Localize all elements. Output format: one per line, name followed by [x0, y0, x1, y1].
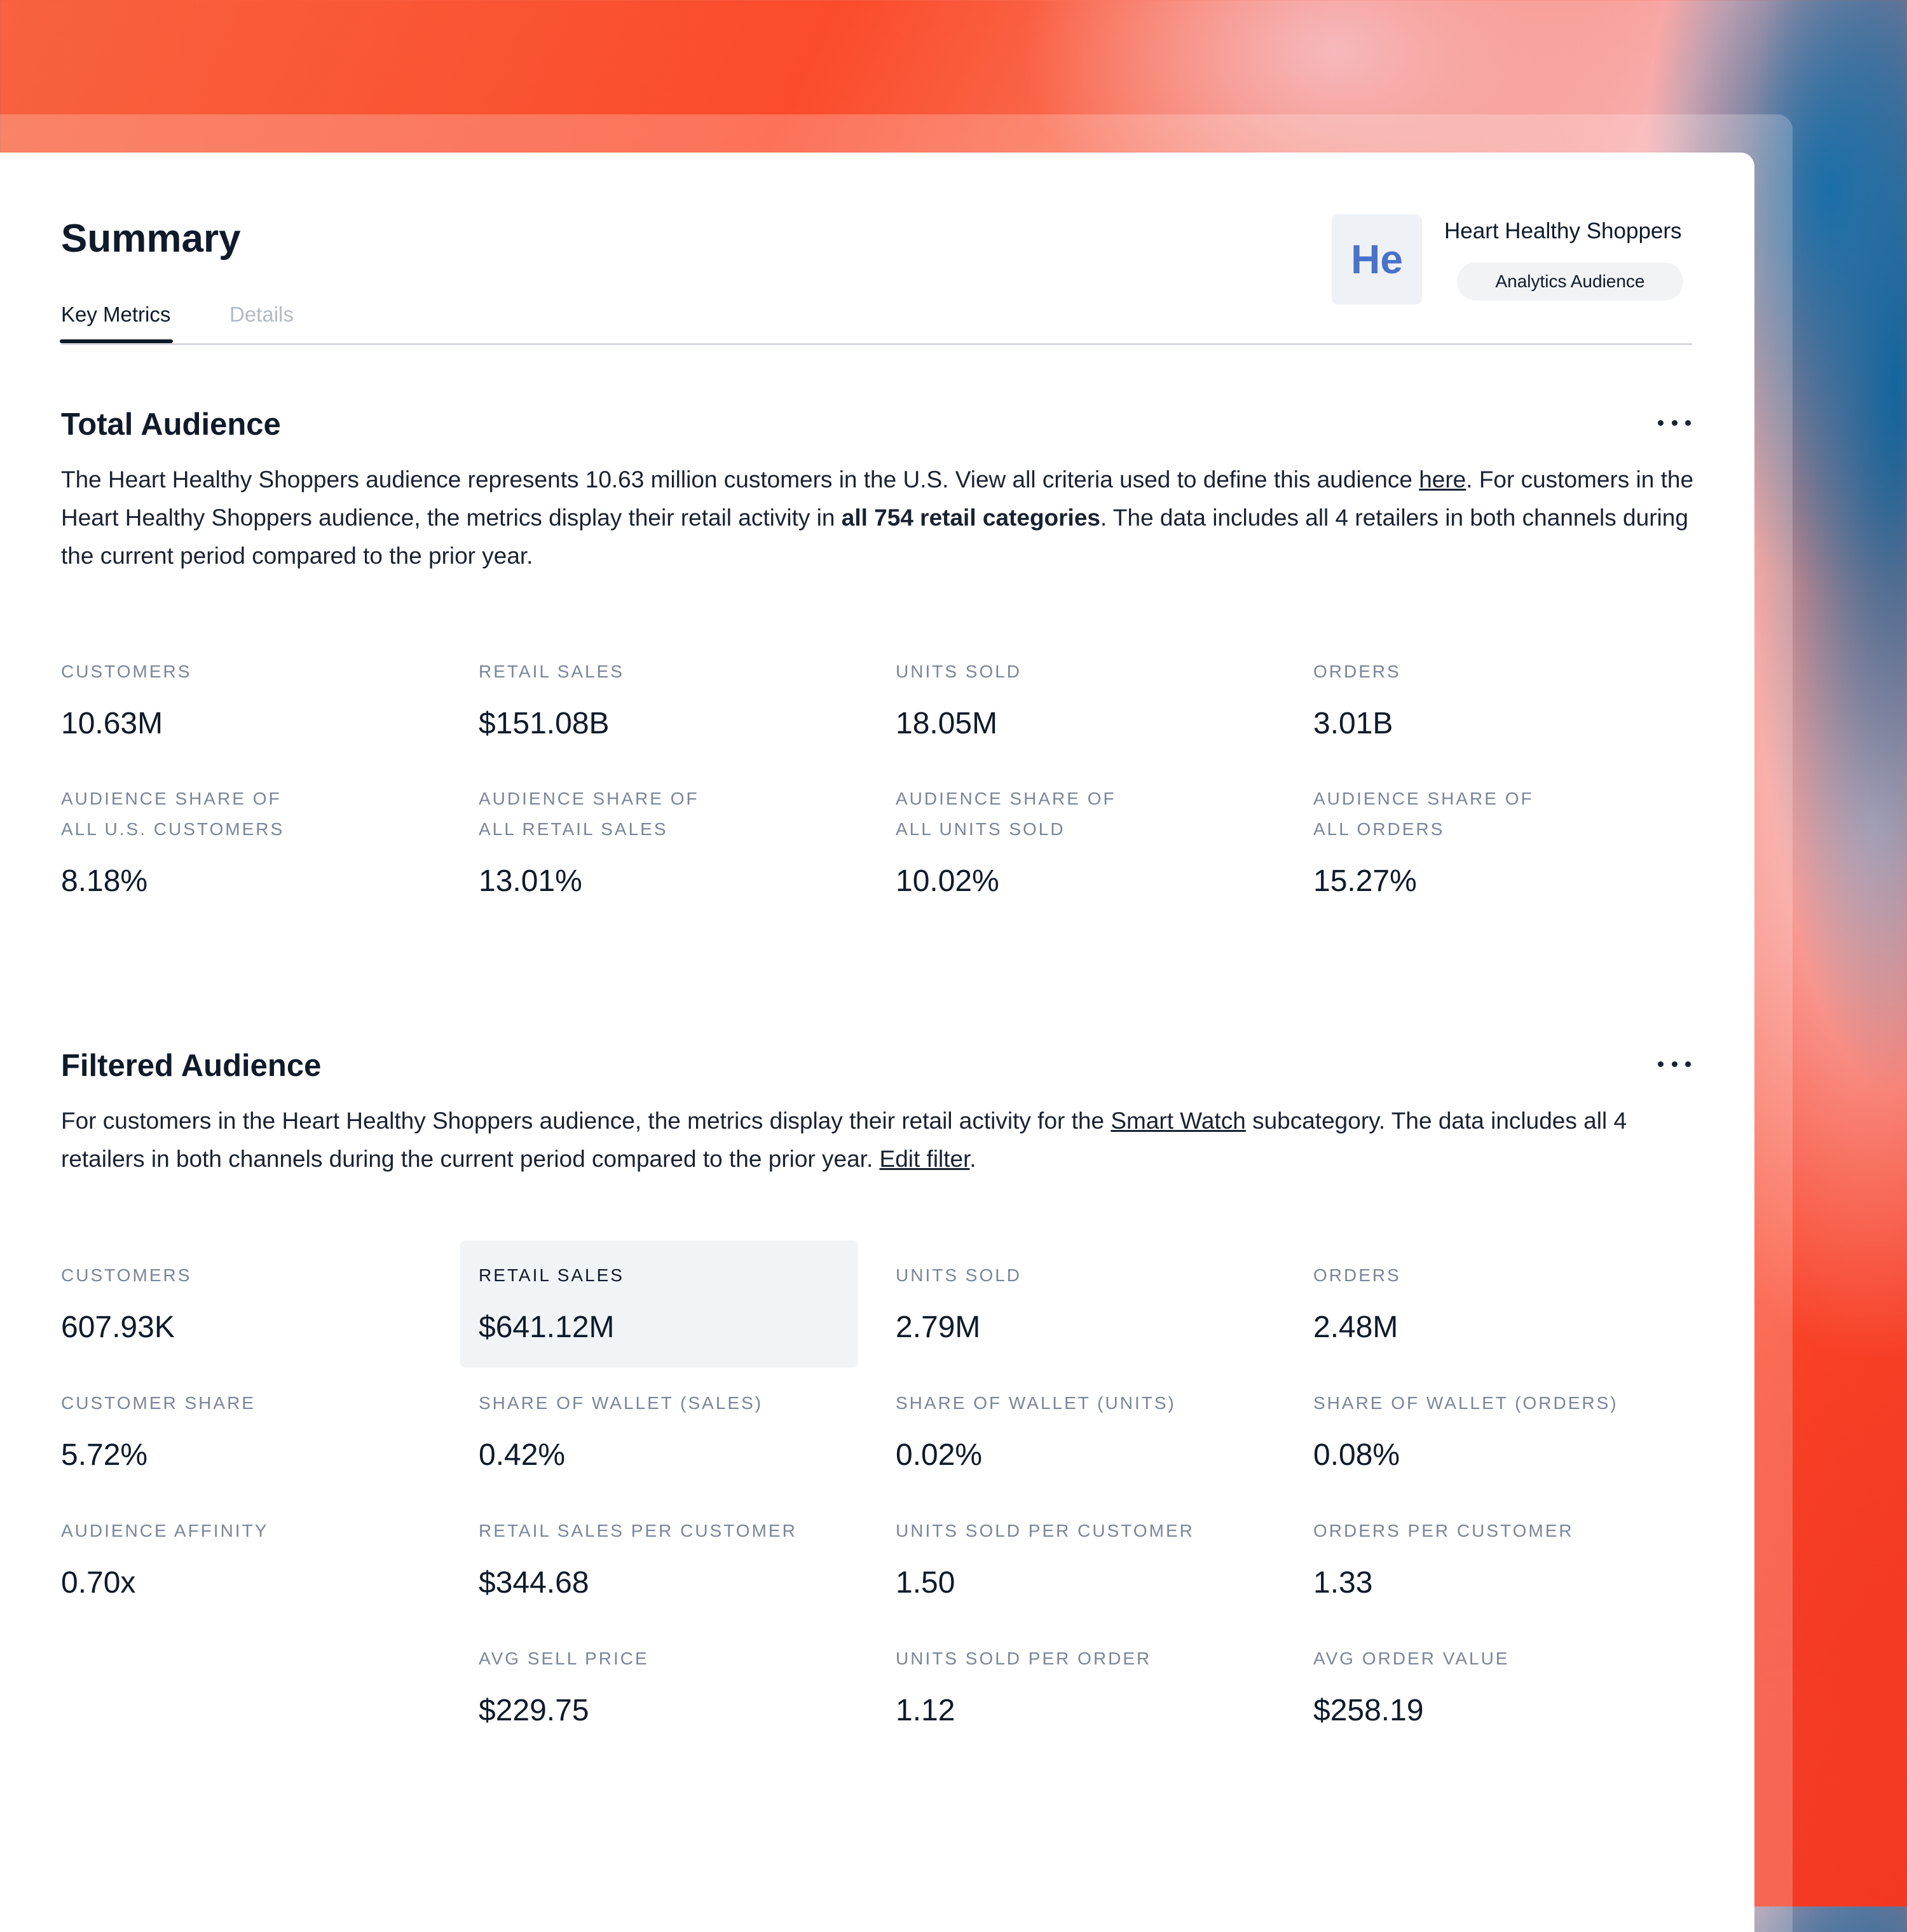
total-metric-share-customers: AUDIENCE SHARE OF ALL U.S. CUSTOMERS 8.18%	[61, 789, 285, 898]
tab-details[interactable]: Details	[229, 303, 294, 326]
filtered-metric-retail-sales[interactable]: RETAIL SALES $641.12M	[479, 1265, 624, 1344]
filtered-metric-wallet-units: SHARE OF WALLET (UNITS) 0.02%	[896, 1393, 1176, 1472]
audience-type-badge: Analytics Audience	[1457, 262, 1683, 301]
filtered-audience-title: Filtered Audience	[61, 1049, 322, 1083]
total-metric-units-sold: UNITS SOLD 18.05M	[896, 662, 1022, 740]
total-audience-title: Total Audience	[61, 407, 281, 442]
filtered-metric-avg-sell-price: AVG SELL PRICE $229.75	[479, 1649, 649, 1727]
edit-filter-link[interactable]: Edit filter	[879, 1146, 970, 1172]
smart-watch-link[interactable]: Smart Watch	[1111, 1108, 1246, 1134]
tab-key-metrics[interactable]: Key Metrics	[61, 303, 171, 326]
filtered-metric-orders-per-customer: ORDERS PER CUSTOMER 1.33	[1313, 1521, 1574, 1600]
filtered-metric-customers: CUSTOMERS 607.93K	[61, 1265, 192, 1344]
tab-bar	[61, 299, 1692, 345]
filtered-metric-wallet-orders: SHARE OF WALLET (ORDERS) 0.08%	[1313, 1393, 1618, 1472]
total-metric-share-orders: AUDIENCE SHARE OF ALL ORDERS 15.27%	[1313, 789, 1534, 898]
audience-avatar: He	[1332, 214, 1422, 304]
audience-name: Heart Healthy Shoppers	[1444, 219, 1682, 243]
filtered-metric-orders: ORDERS 2.48M	[1313, 1265, 1401, 1344]
filtered-metric-units-per-order: UNITS SOLD PER ORDER 1.12	[896, 1649, 1152, 1727]
filtered-audience-description: For customers in the Heart Healthy Shoppers audience, the metrics display their retail activity for the Smart Watch subcategory. The data includes all 4 retailers in both channels during the current period compared to the prior year. Edit filter.	[61, 1108, 1627, 1172]
total-metric-retail-sales: RETAIL SALES $151.08B	[479, 662, 624, 740]
total-audience-description: The Heart Healthy Shoppers audience represents 10.63 million customers in the U.S. View all criteria used to define this audience here. For customers in the Heart Healthy Shoppers audience, the metrics display their retail activity in all 754 retail categories. The data includes all 4 retailers in both channels during the current period compared to the prior year.	[61, 466, 1694, 569]
total-audience-more-icon[interactable]	[1658, 416, 1691, 429]
filtered-metric-sales-per-customer: RETAIL SALES PER CUSTOMER $344.68	[479, 1521, 797, 1600]
filtered-metric-affinity: AUDIENCE AFFINITY 0.70x	[61, 1521, 269, 1600]
criteria-here-link[interactable]: here	[1419, 466, 1466, 493]
filtered-metric-units-per-customer: UNITS SOLD PER CUSTOMER 1.50	[896, 1521, 1194, 1600]
total-metric-share-units: AUDIENCE SHARE OF ALL UNITS SOLD 10.02%	[896, 789, 1116, 898]
filtered-audience-more-icon[interactable]	[1658, 1058, 1691, 1070]
filtered-metric-units-sold: UNITS SOLD 2.79M	[896, 1265, 1022, 1344]
filtered-metric-wallet-sales: SHARE OF WALLET (SALES) 0.42%	[479, 1393, 763, 1472]
filtered-metric-avg-order-value: AVG ORDER VALUE $258.19	[1313, 1649, 1510, 1727]
total-metric-orders: ORDERS 3.01B	[1313, 662, 1401, 740]
total-metric-share-sales: AUDIENCE SHARE OF ALL RETAIL SALES 13.01%	[479, 789, 699, 898]
total-metric-customers: CUSTOMERS 10.63M	[61, 662, 192, 740]
page-title: Summary	[61, 217, 241, 261]
filtered-metric-customer-share: CUSTOMER SHARE 5.72%	[61, 1393, 256, 1472]
